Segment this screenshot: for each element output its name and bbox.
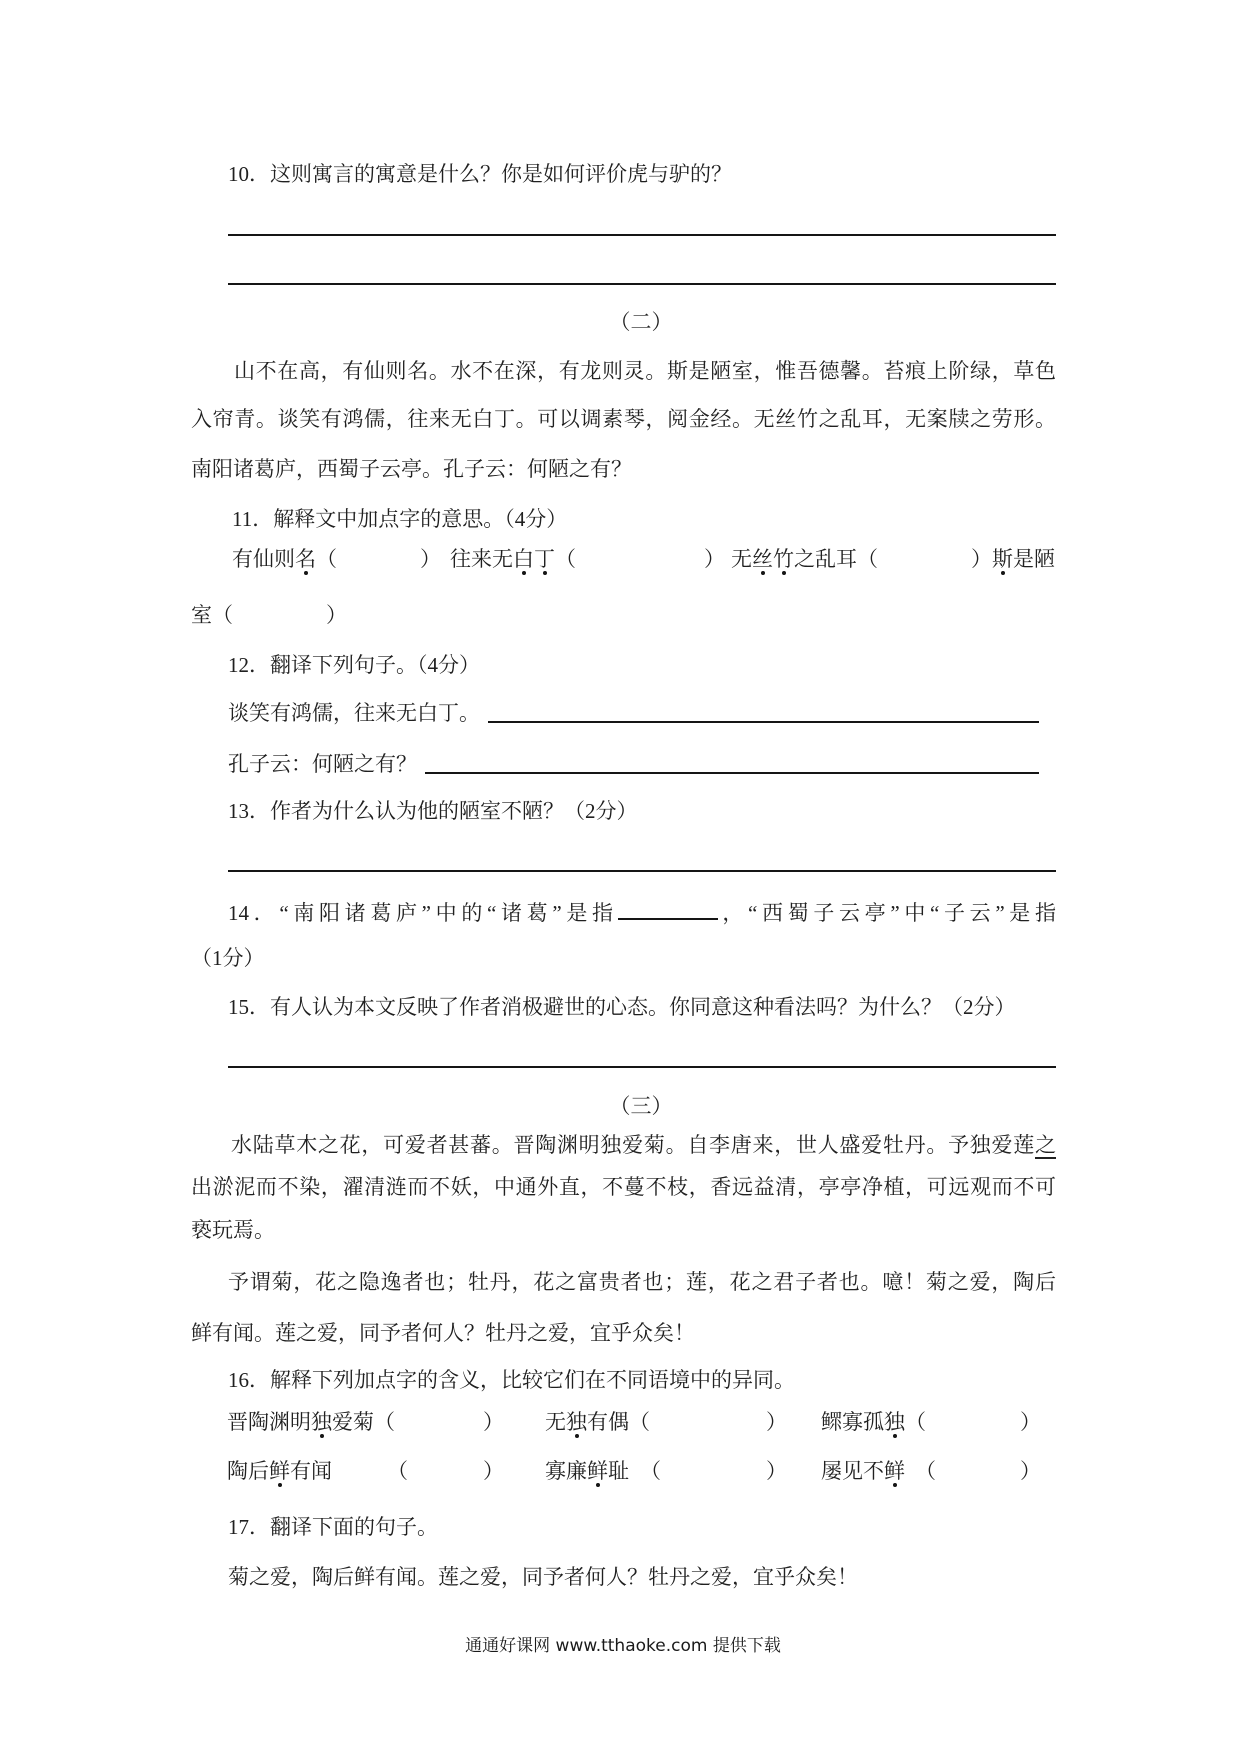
- answer-blank: [576, 565, 704, 566]
- item-text: 室: [191, 603, 212, 627]
- q11-question: 11．解释文中加点字的意思。（4分）: [232, 507, 568, 531]
- paren-open: （: [905, 1410, 926, 1434]
- q12-sentence: 孔子云：何陋之有？: [228, 752, 417, 776]
- item-text: 有偶: [587, 1410, 629, 1434]
- paren-open: （: [857, 547, 878, 571]
- paren-open: （: [374, 1410, 395, 1434]
- answer-blank: [337, 565, 420, 566]
- q12-sentence-row: [228, 751, 1039, 777]
- item-text: 有闻: [290, 1459, 332, 1483]
- q16-item: [545, 1458, 787, 1484]
- paren-open: （: [629, 1410, 650, 1434]
- q17-question: 17．翻译下面的句子。: [228, 1515, 438, 1539]
- item-text: 鳏寡孤: [821, 1410, 884, 1434]
- dotted-char: 独: [311, 1410, 332, 1434]
- paren-close: ）: [766, 1410, 787, 1434]
- paren-close: ）: [1020, 1459, 1041, 1483]
- item-text: 是陋: [1013, 547, 1055, 571]
- item-text: 晋陶渊明: [227, 1410, 311, 1434]
- dotted-char: 丁: [534, 547, 555, 571]
- q16-item: [821, 1409, 1041, 1435]
- answer-line: [228, 1066, 1056, 1068]
- item-text: 往来无: [450, 547, 513, 571]
- footer-credit: 通通好课网 www.tthaoke.com 提供下载: [465, 1636, 781, 1656]
- q16-item: [227, 1409, 504, 1435]
- q11-item: [232, 546, 441, 572]
- answer-blank: [395, 1428, 483, 1429]
- q15-question: 15．有人认为本文反映了作者消极避世的心态。你同意这种看法吗？为什么？（2分）: [228, 995, 1016, 1019]
- passage-line: 亵玩焉。: [191, 1218, 275, 1242]
- q11-item: [450, 546, 725, 572]
- paren-close: ）: [971, 547, 992, 571]
- answer-blank: [661, 1477, 766, 1478]
- dotted-char: 丝: [752, 547, 773, 571]
- passage-line: [231, 1132, 1056, 1158]
- paren-open: （: [640, 1459, 661, 1483]
- q11-item: [992, 546, 1055, 572]
- paren-open: （: [915, 1459, 936, 1483]
- q11-item: [731, 546, 992, 572]
- q16-question: 16．解释下列加点字的含义，比较它们在不同语境中的异同。: [228, 1368, 795, 1392]
- q14-question: [228, 898, 1056, 924]
- q16-items-row: [0, 1458, 1240, 1484]
- dotted-char: 白: [513, 547, 534, 571]
- q14-score: （1分）: [191, 946, 265, 970]
- paren-close: ）: [483, 1410, 504, 1434]
- q12-sentence-row: [228, 700, 1039, 726]
- dotted-char: 鲜: [884, 1459, 905, 1483]
- item-text: 之乱耳: [794, 547, 857, 571]
- paren-close: ）: [1020, 1410, 1041, 1434]
- answer-blank: [233, 621, 326, 622]
- dotted-char: 独: [566, 1410, 587, 1434]
- answer-line: [228, 870, 1056, 872]
- item-text: 无: [731, 547, 752, 571]
- answer-blank: [408, 1477, 483, 1478]
- q16-item: [545, 1409, 787, 1435]
- paren-open: （: [212, 603, 233, 627]
- dotted-char: 鲜: [587, 1459, 608, 1483]
- q11-item: [191, 602, 347, 628]
- paren-close: ）: [483, 1459, 504, 1483]
- q16-item: [821, 1458, 1041, 1484]
- answer-blank: [926, 1428, 1020, 1429]
- passage-line: 予谓菊，花之隐逸者也；牡丹，花之富贵者也；莲，花之君子者也。噫！菊之爱，陶后: [228, 1270, 1056, 1294]
- section-heading: （三）: [609, 1094, 673, 1118]
- answer-blank: [650, 1428, 766, 1429]
- answer-underline: [425, 772, 1039, 774]
- q13-question: 13．作者为什么认为他的陋室不陋？（2分）: [228, 799, 638, 823]
- item-text: 无: [545, 1410, 566, 1434]
- paren-open: （: [387, 1459, 408, 1483]
- paren-close: ）: [704, 547, 725, 571]
- dotted-char: 独: [884, 1410, 905, 1434]
- item-text: 爱菊: [332, 1410, 374, 1434]
- q10-question: 10．这则寓言的寓意是什么？你是如何评价虎与驴的？: [228, 162, 732, 186]
- passage-line: 山不在高，有仙则名。水不在深，有龙则灵。斯是陋室，惟吾德馨。苔痕上阶绿，草色: [234, 359, 1056, 383]
- q11-items-row-continued: [0, 602, 1240, 628]
- item-text: 耻: [608, 1459, 629, 1483]
- item-text: 有仙则: [232, 547, 295, 571]
- q14-part2: ，“西蜀子云亭”中“子云”是指: [717, 901, 1056, 925]
- passage-line: 出淤泥而不染，濯清涟而不妖，中通外直，不蔓不枝，香远益清，亭亭净植，可远观而不可: [191, 1175, 1056, 1199]
- passage-line: 鲜有闻。莲之爱，同予者何人？牡丹之爱，宜乎众矣！: [191, 1321, 695, 1345]
- dotted-char: 斯: [992, 547, 1013, 571]
- item-text: 陶后: [227, 1459, 269, 1483]
- q17-sentence: 菊之爱，陶后鲜有闻。莲之爱，同予者何人？牡丹之爱，宜乎众矣！: [228, 1565, 858, 1589]
- q16-item: [227, 1458, 504, 1484]
- answer-blank: [878, 565, 971, 566]
- paren-open: （: [316, 547, 337, 571]
- dotted-char: 鲜: [269, 1459, 290, 1483]
- paren-close: ）: [420, 547, 441, 571]
- paren-close: ）: [766, 1459, 787, 1483]
- underlined-char: 之: [1035, 1133, 1056, 1157]
- dotted-char: 名: [295, 547, 316, 571]
- answer-line: [228, 283, 1056, 285]
- q12-question: 12．翻译下列句子。（4分）: [228, 653, 480, 677]
- passage-line: 南阳诸葛庐，西蜀子云亭。孔子云：何陋之有？: [191, 457, 632, 481]
- section-heading: （二）: [609, 310, 673, 334]
- answer-blank: [936, 1477, 1020, 1478]
- answer-line: [228, 234, 1056, 236]
- item-text: 屡见不: [821, 1459, 884, 1483]
- fill-blank: [618, 898, 718, 920]
- passage-line: 入帘青。谈笑有鸿儒，往来无白丁。可以调素琴，阅金经。无丝竹之乱耳，无案牍之劳形。: [191, 407, 1056, 431]
- q16-items-row: [0, 1409, 1240, 1435]
- answer-underline: [488, 721, 1039, 723]
- paren-close: ）: [326, 603, 347, 627]
- item-text: 寡廉: [545, 1459, 587, 1483]
- dotted-char: 竹: [773, 547, 794, 571]
- paren-open: （: [555, 547, 576, 571]
- q12-sentence: 谈笑有鸿儒，往来无白丁。: [228, 701, 480, 725]
- q14-part1: 14．“南阳诸葛庐”中的“诸葛”是指: [228, 901, 618, 925]
- passage-text: 水陆草木之花，可爱者甚蕃。晋陶渊明独爱菊。自李唐来，世人盛爱牡丹。予独爱莲: [231, 1133, 1035, 1157]
- q11-items-row: [0, 546, 1240, 572]
